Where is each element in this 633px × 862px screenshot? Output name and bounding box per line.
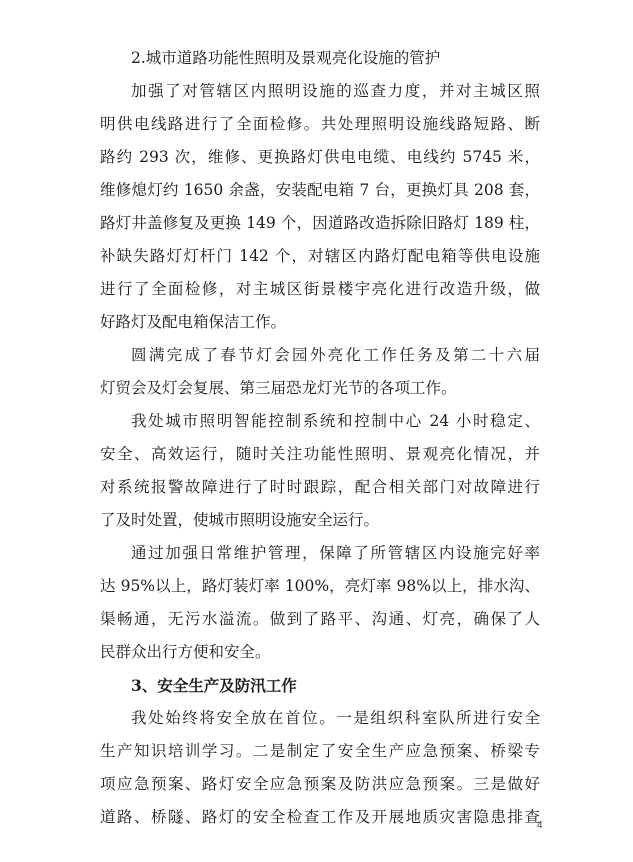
paragraph-line: 加强了对管辖区内照明设施的巡查力度，并对主城区照: [131, 82, 540, 100]
paragraph-line: 路约 293 次，维修、更换路灯供电电缆、电线约 5745 米，: [100, 148, 540, 166]
paragraph-line: 民群众出行方便和安全。: [100, 643, 271, 661]
paragraph-line: 通过加强日常维护管理，保障了所管辖区内设施完好率: [131, 544, 540, 562]
section-heading-3: 3、安全生产及防汛工作: [131, 676, 297, 695]
paragraph-maintenance-results: [100, 537, 540, 669]
section-heading-2: 2.城市道路功能性照明及景观亮化设施的管护: [131, 49, 441, 67]
paragraph-line: 圆满完成了春节灯会园外亮化工作任务及第二十六届: [131, 346, 540, 364]
paragraph-line: 我处城市照明智能控制系统和控制中心 24 小时稳定、: [131, 412, 540, 430]
paragraph-line: 项应急预案、路灯安全应急预案及防洪应急预案。三是做好: [100, 775, 540, 793]
paragraph-line: 进行了全面检修，对主城区街景楼宇亮化进行改造升级，做: [100, 280, 540, 298]
paragraph-line: 明供电线路进行了全面检修。共处理照明设施线路短路、断: [100, 115, 540, 133]
paragraph-line: 好路灯及配电箱保洁工作。: [100, 313, 287, 331]
page-body: [100, 42, 540, 834]
paragraph-control-system: [100, 405, 540, 537]
paragraph-line: 我处始终将安全放在首位。一是组织科室队所进行安全: [131, 709, 540, 727]
page-number: 4: [537, 820, 543, 831]
paragraph-line: 路灯井盖修复及更换 149 个，因道路改造拆除旧路灯 189 柱，: [100, 214, 540, 232]
paragraph-line: 道路、桥隧、路灯的安全检查工作及开展地质灾害隐患排查: [100, 808, 540, 826]
paragraph-line: 达 95%以上，路灯装灯率 100%，亮灯率 98%以上，排水沟、: [100, 577, 540, 595]
paragraph-line: 对系统报警故障进行了时时跟踪，配合相关部门对故障进行: [100, 478, 540, 496]
paragraph-line: 维修熄灯约 1650 余盏，安装配电箱 7 台，更换灯具 208 套，: [100, 181, 540, 199]
paragraph-festival-lighting: [100, 339, 540, 405]
paragraph-line: 了及时处置，使城市照明设施安全运行。: [100, 511, 380, 529]
paragraph-line: 渠畅通，无污水溢流。做到了路平、沟通、灯亮，确保了人: [100, 610, 540, 628]
paragraph-line: 补缺失路灯灯杆门 142 个，对辖区内路灯配电箱等供电设施: [100, 247, 540, 265]
paragraph-line: 安全、高效运行，随时关注功能性照明、景观亮化情况，并: [100, 445, 540, 463]
paragraph-line: 生产知识培训学习。二是制定了安全生产应急预案、桥梁专: [100, 742, 540, 760]
paragraph-lighting-maintenance: [100, 75, 540, 339]
paragraph-line: 灯贸会及灯会复展、第三届恐龙灯光节的各项工作。: [100, 379, 457, 397]
paragraph-safety-production: [100, 702, 540, 834]
